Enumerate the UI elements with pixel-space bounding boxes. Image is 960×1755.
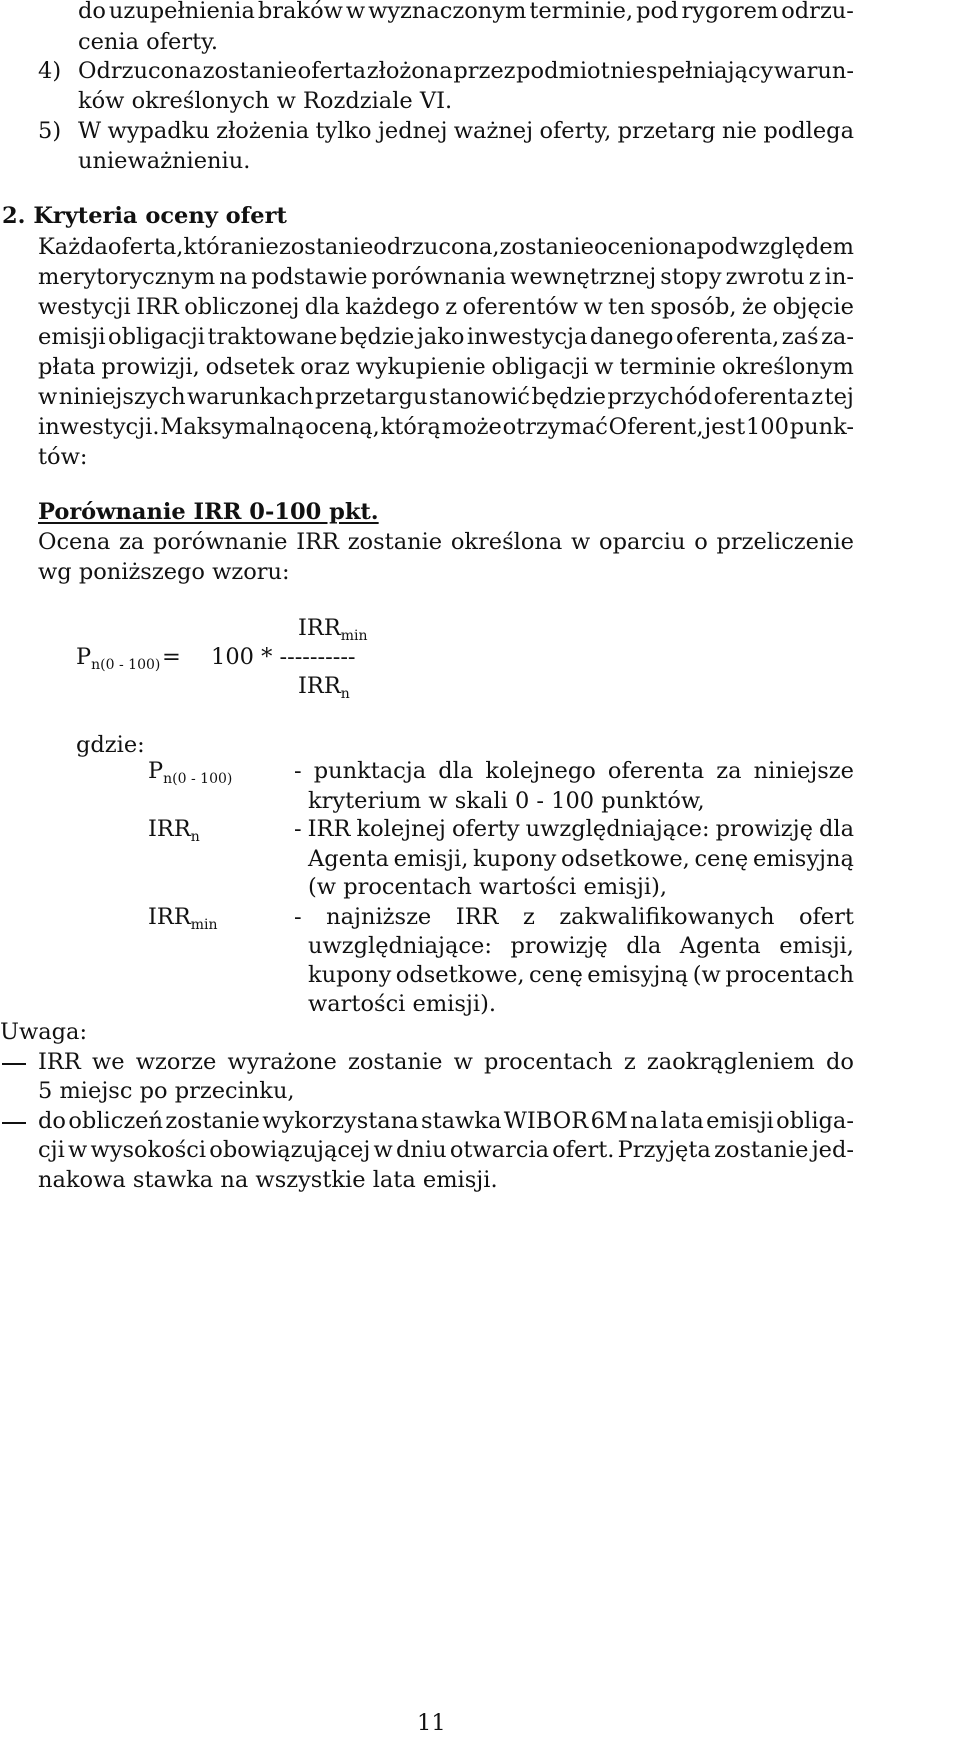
dash-bullet-icon xyxy=(2,1122,26,1124)
list-item-number: 4) xyxy=(38,58,62,84)
legend-symbol: $IRR_{min}$ xyxy=(148,904,218,933)
paragraph-line: inwestycji. Maksymalną oceną, którą może otrzymać Oferent, jest 100 punk- xyxy=(38,414,854,440)
paragraph-line: merytorycznym na podstawie porównania wewnętrznej stopy zwrotu z in- xyxy=(38,264,854,290)
paragraph-line: emisji obligacji traktowane będzie jako inwestycja danego oferenta, zaś za- xyxy=(38,324,854,350)
legend-symbol: $IRR_n$ xyxy=(148,816,200,845)
legend-description-line: kryterium w skali 0 - 100 punktów, xyxy=(308,788,705,814)
list-item-5-line: unieważnieniu. xyxy=(78,148,251,174)
irr-description-line: wg poniższego wzoru: xyxy=(38,559,290,585)
legend-description-line: uwzględniające: prowizję dla Agenta emisji, xyxy=(308,933,854,959)
legend-description-line: (w procentach wartości emisji), xyxy=(308,874,668,900)
page-number: 11 xyxy=(417,1710,446,1736)
notes-label: Uwaga: xyxy=(0,1019,88,1045)
note-line: 5 miejsc po przecinku, xyxy=(38,1078,295,1104)
irr-description-line: Ocena za porównanie IRR zostanie określona w oparciu o przeliczenie xyxy=(38,529,854,555)
list-item-4-line: ków określonych w Rozdziale VI. xyxy=(78,88,453,114)
list-item-5-line: W wypadku złożenia tylko jednej ważnej oferty, przetarg nie podlega xyxy=(78,118,854,144)
legend-gdzie: gdzie: xyxy=(76,732,145,758)
legend-description-line: - IRR kolejnej oferty uwzględniające: prowizję dla xyxy=(294,816,854,842)
list-continuation-line: cenia oferty. xyxy=(78,29,219,55)
note-line: IRR we wzorze wyrażone zostanie w procentach z zaokrągleniem do xyxy=(38,1049,854,1075)
section-heading: 2. Kryteria oceny ofert xyxy=(2,203,287,229)
irr-heading: Porównanie IRR 0-100 pkt. xyxy=(38,499,379,525)
legend-description-line: Agenta emisji, kupony odsetkowe, cenę emisyjną xyxy=(308,846,854,872)
formula-denominator: $IRR_n$ xyxy=(298,673,350,702)
legend-symbol: $P_{n(0 - 100)}$ xyxy=(148,758,233,787)
legend-description-line: kupony odsetkowe, cenę emisyjną (w procentach xyxy=(308,962,854,988)
legend-description-line: - najniższe IRR z zakwalifikowanych ofert xyxy=(294,904,854,930)
dash-bullet-icon xyxy=(2,1063,26,1065)
note-line: do obliczeń zostanie wykorzystana stawka WIBOR 6M na lata emisji obliga- xyxy=(38,1108,854,1134)
formula-rhs: 100 * ---------- xyxy=(211,644,356,670)
formula-numerator: $IRR_{min}$ xyxy=(298,615,368,644)
paragraph-line: tów: xyxy=(38,444,88,470)
legend-description-line: - punktacja dla kolejnego oferenta za niniejsze xyxy=(294,758,854,784)
paragraph-line: w niniejszych warunkach przetargu stanowić będzie przychód oferenta z tej xyxy=(38,384,854,410)
list-item-number: 5) xyxy=(38,118,62,144)
note-line: nakowa stawka na wszystkie lata emisji. xyxy=(38,1167,498,1193)
list-item-4-line: Odrzucona zostanie oferta złożona przez podmiot nie spełniający warun- xyxy=(78,58,854,84)
formula-lhs: $P_{n(0 - 100)}$ xyxy=(76,644,161,673)
legend-description-line: wartości emisji). xyxy=(308,991,497,1017)
paragraph-line: Każda oferta, która nie zostanie odrzucona, zostanie oceniona pod względem xyxy=(38,234,855,260)
paragraph-line: płata prowizji, odsetek oraz wykupienie obligacji w terminie określonym xyxy=(38,354,854,380)
paragraph-line: westycji IRR obliczonej dla każdego z oferentów w ten sposób, że objęcie xyxy=(38,294,854,320)
note-line: cji w wysokości obowiązującej w dniu otwarcia ofert. Przyjęta zostanie jed- xyxy=(38,1137,854,1163)
formula-equals: = xyxy=(162,644,181,670)
list-continuation-line: do uzupełnienia braków w wyznaczonym terminie, pod rygorem odrzu- xyxy=(78,0,854,24)
